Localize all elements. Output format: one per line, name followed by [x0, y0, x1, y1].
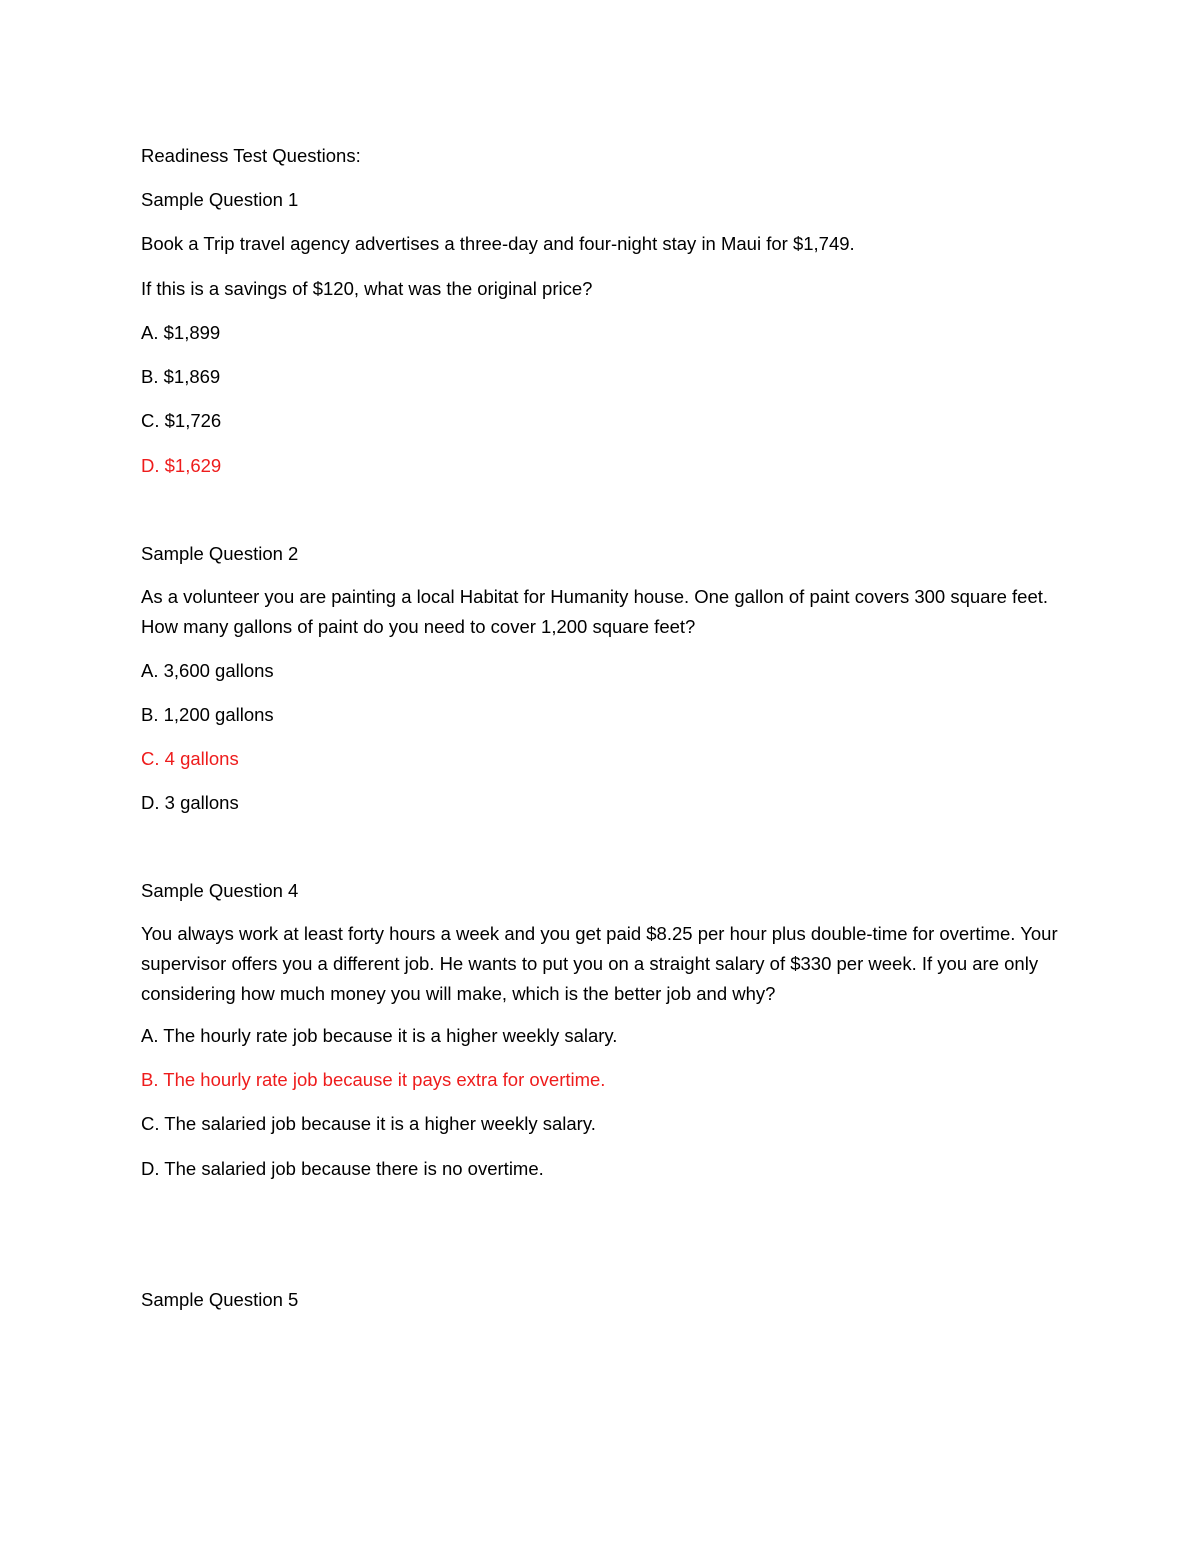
question-1-label: Sample Question 1	[141, 189, 299, 210]
question-2-option-c-correct: C. 4 gallons	[141, 748, 239, 769]
question-2-option-b: B. 1,200 gallons	[141, 704, 274, 725]
question-2-option-a: A. 3,600 gallons	[141, 660, 274, 681]
question-4-option-c: C. The salaried job because it is a higher weekly salary.	[141, 1113, 596, 1134]
question-4-text: You always work at least forty hours a week and you get paid $8.25 per hour plus double-time for overtime. Your supervisor offers you a different job. He wants to put you on a straight salary of $330 per week. If you are only considering how much money you will make, which is the better job and why?	[141, 923, 1058, 1004]
question-5-label: Sample Question 5	[141, 1289, 299, 1310]
question-1-option-c: C. $1,726	[141, 410, 222, 431]
question-4-option-b-correct: B. The hourly rate job because it pays extra for overtime.	[141, 1069, 606, 1090]
question-1-option-a: A. $1,899	[141, 322, 221, 343]
question-1-option-b: B. $1,869	[141, 366, 221, 387]
question-2-text: As a volunteer you are painting a local Habitat for Humanity house. One gallon of paint covers 300 square feet. How many gallons of paint do you need to cover 1,200 square feet?	[141, 586, 1049, 637]
document-heading: Readiness Test Questions:	[141, 145, 361, 166]
question-1-option-d-correct: D. $1,629	[141, 455, 222, 476]
question-2-option-d: D. 3 gallons	[141, 792, 239, 813]
question-4-option-a: A. The hourly rate job because it is a higher weekly salary.	[141, 1025, 618, 1046]
question-4-label: Sample Question 4	[141, 880, 299, 901]
question-1-text-line-2: If this is a savings of $120, what was the original price?	[141, 278, 593, 299]
question-1-text-line-1: Book a Trip travel agency advertises a three-day and four-night stay in Maui for $1,749.	[141, 233, 855, 254]
question-4-option-d: D. The salaried job because there is no overtime.	[141, 1158, 544, 1179]
question-2-label: Sample Question 2	[141, 543, 299, 564]
